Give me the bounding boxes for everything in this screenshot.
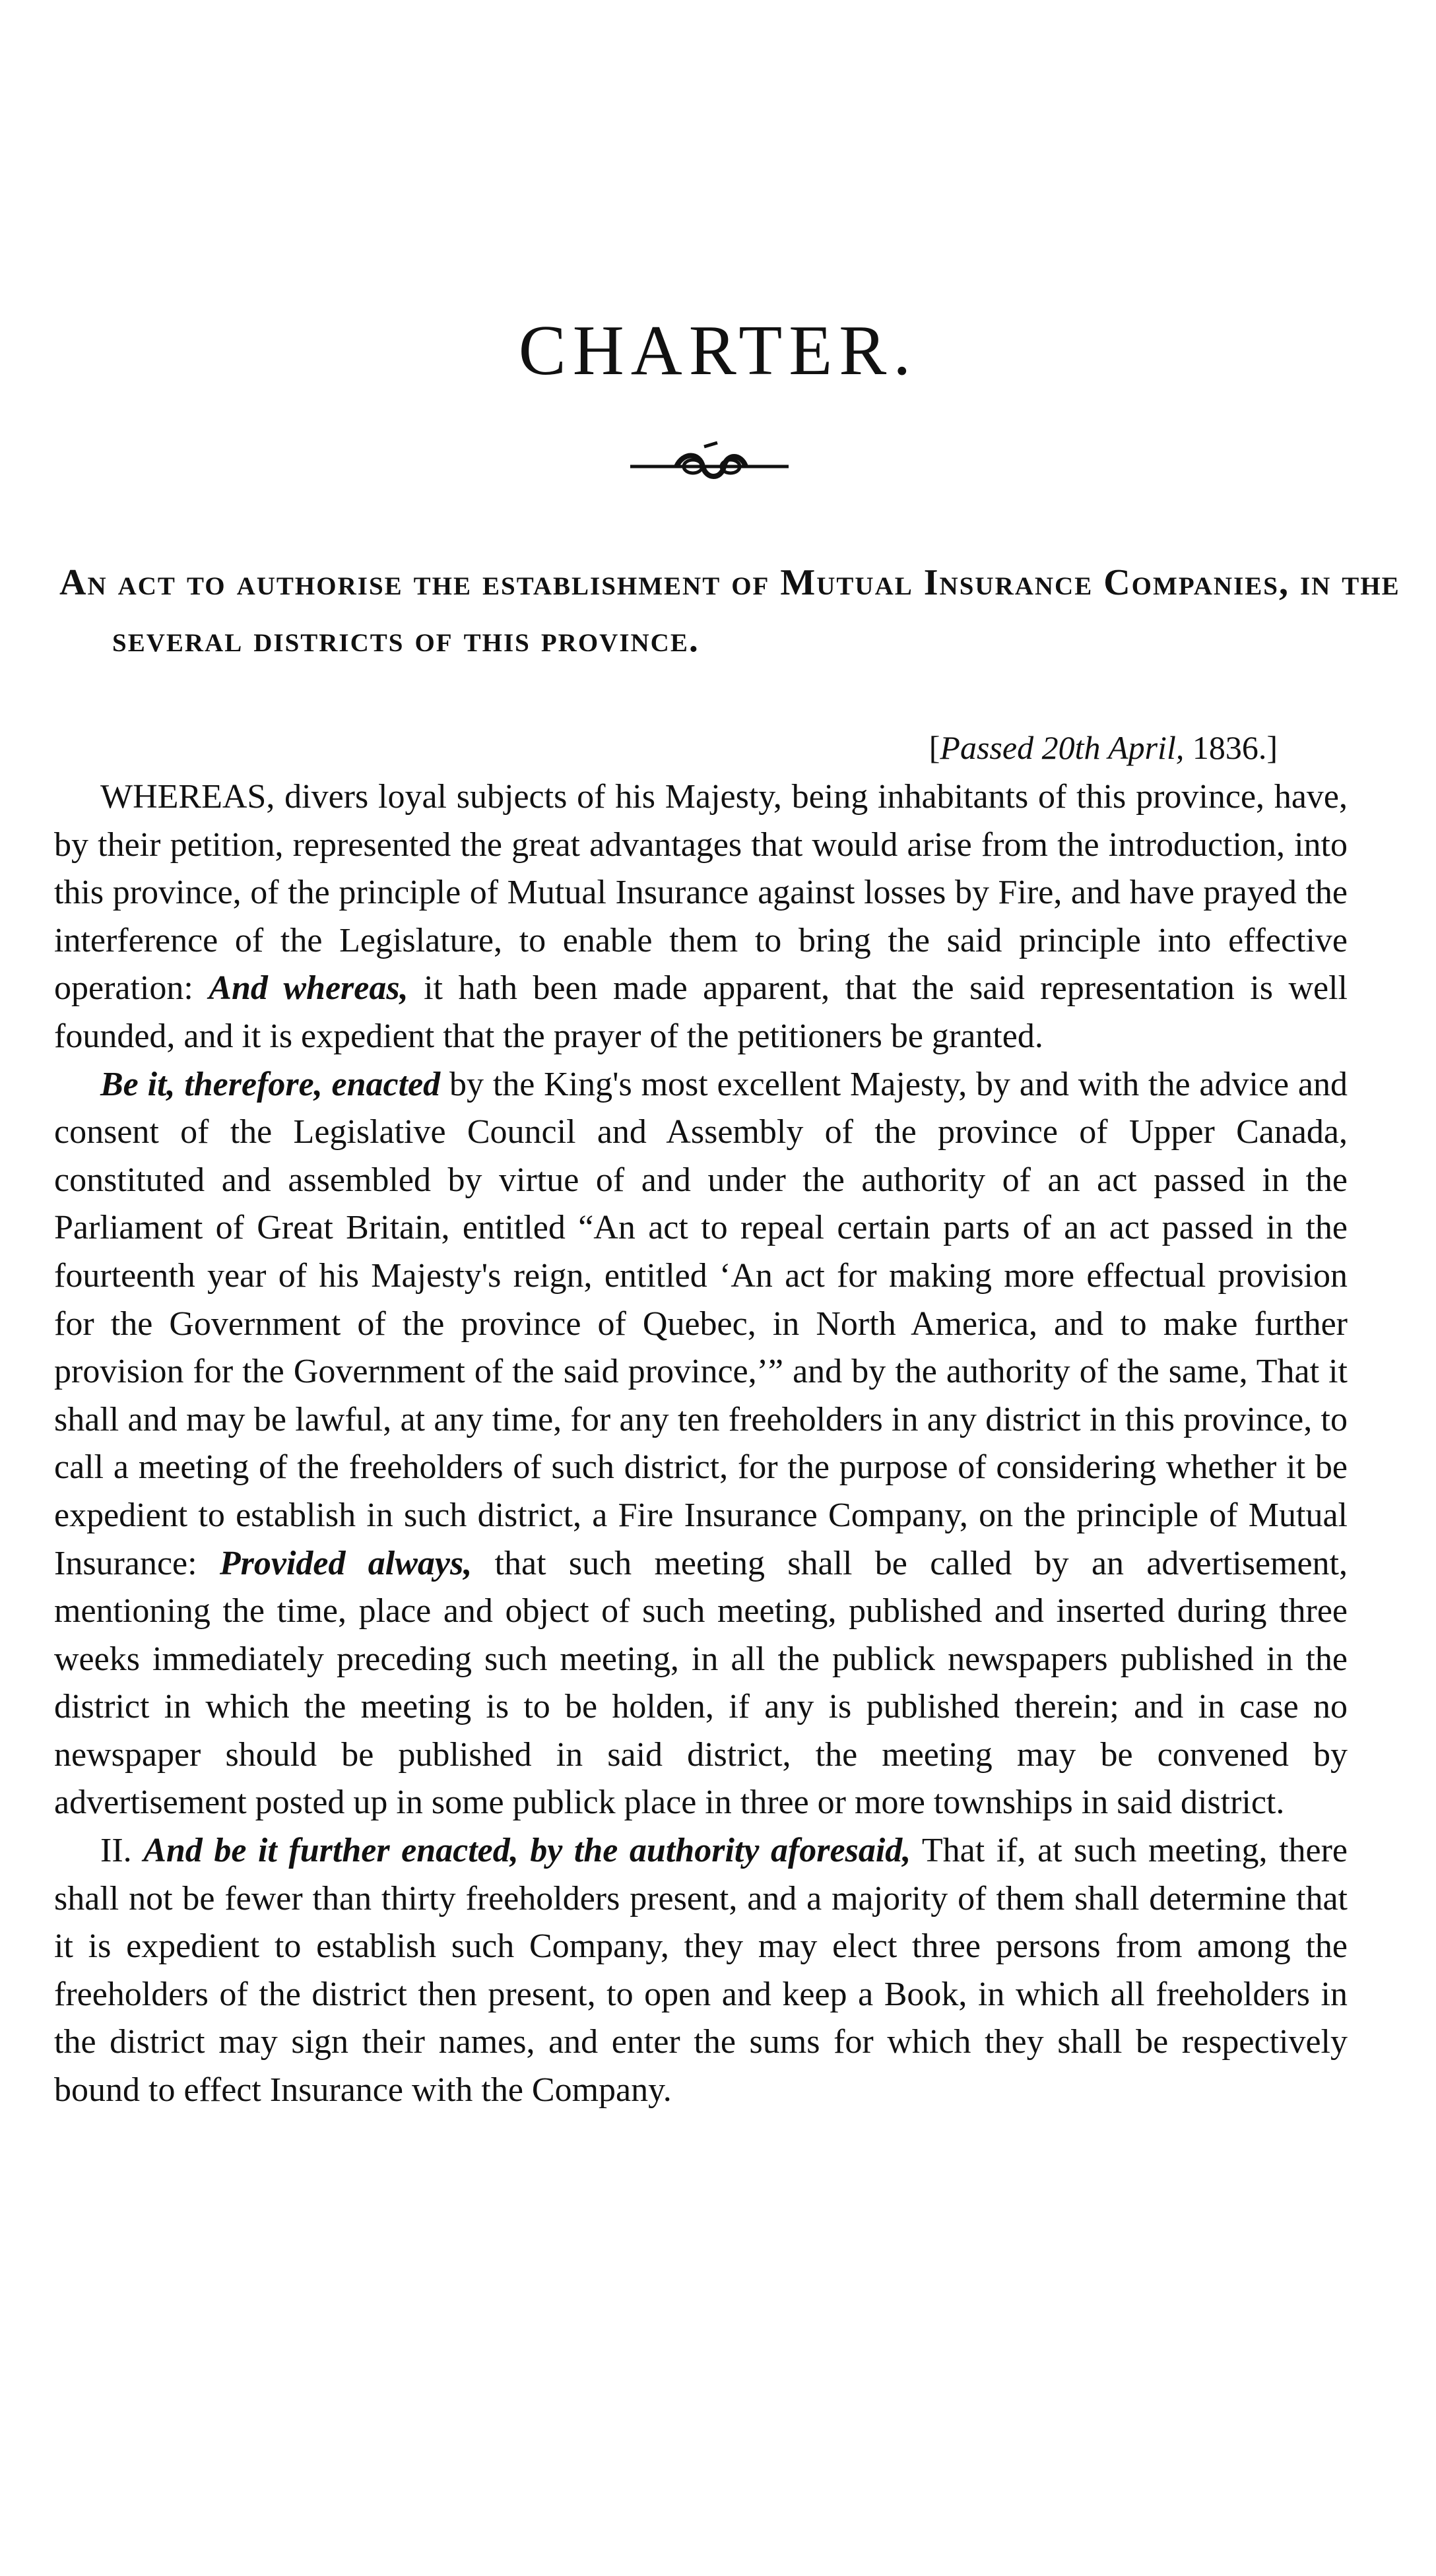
- passed-year: 1836.]: [1184, 729, 1278, 766]
- passed-open-bracket: [: [929, 729, 940, 766]
- p1-text-a: WHEREAS, divers loyal subjects of his Majesty, being inhabitants of this province, have, by their petition, represented the great advantages that would arise from the introduction, into this province, of the principle of Mutual Insurance against losses by Fire, and have prayed the interference of the Legislature, to enable them to bring the said principle into effective operation:: [54, 778, 1348, 1008]
- ornament-divider: [630, 439, 789, 485]
- p2-text-d: that such meeting shall be called by an advertisement, mentioning the time, place and object of such meeting, published and inserted during three weeks immediately preceding such meeting, in all the publick newspapers published in the district in which the meeting is to be holden, if any is published therein; and in case no newspaper should be published in said district, the meeting may be convened by advertisement posted up in some publick place in three or more townships in said district.: [54, 1544, 1348, 1822]
- p2-text-b: by the King's most excellent Majesty, by and with the advice and consent of the Legislative Council and Assembly of the province of Upper Canada, constituted and assembled by virtue of and under the authority of an act passed in the Parliament of Great Britain, entitled “An act to repeal certain parts of an act passed in the fourteenth year of his Majesty's reign, entitled ‘An act for making more effectual provision for the Government of the province of Quebec, in North America, and to make further provision for the Government of the said province,’” and by the authority of the same, That it shall and may be lawful, at any time, for any ten freeholders in any district in this province, to call a meeting of the freeholders of such district, for the purpose of considering whether it be expedient to establish in such district, a Fire Insurance Company, on the principle of Mutual Insurance:: [54, 1065, 1348, 1582]
- p3-further-enacted: And be it further enacted, by the authority aforesaid,: [143, 1832, 911, 1870]
- p2-provided-always: Provided always,: [219, 1544, 473, 1582]
- act-title: An act to authorise the establishment of Mutual Insurance Companies, in the several districts of this province.: [59, 562, 1400, 660]
- body-text: [54, 773, 1348, 2115]
- p1-text-c: it hath been made apparent, that the said representation is well founded, and it is expedient that the prayer of the petitioners be granted.: [54, 969, 1348, 1055]
- paragraph-enacting-clause: [54, 1061, 1348, 1828]
- p2-be-it-enacted: Be it, therefore, enacted: [100, 1065, 441, 1103]
- p1-and-whereas: And whereas,: [209, 969, 408, 1008]
- passed-date: [929, 724, 1278, 771]
- paragraph-section-ii: [54, 1827, 1348, 2115]
- paragraph-whereas: [54, 773, 1348, 1061]
- p3-text-c: That if, at such meeting, there shall not be fewer than thirty freeholders present, and a majority of them shall determine that it is expedient to establish such Company, they may elect three persons from among the freeholders of the district then present, to open and keep a Book, in which all freeholders in the district may sign their names, and enter the sums for which they shall be respectively bound to effect Insurance with the Company.: [54, 1832, 1348, 2109]
- p3-section-number: II.: [100, 1832, 144, 1870]
- page-title: CHARTER.: [518, 311, 918, 390]
- passed-date-italic: Passed 20th April,: [940, 729, 1185, 766]
